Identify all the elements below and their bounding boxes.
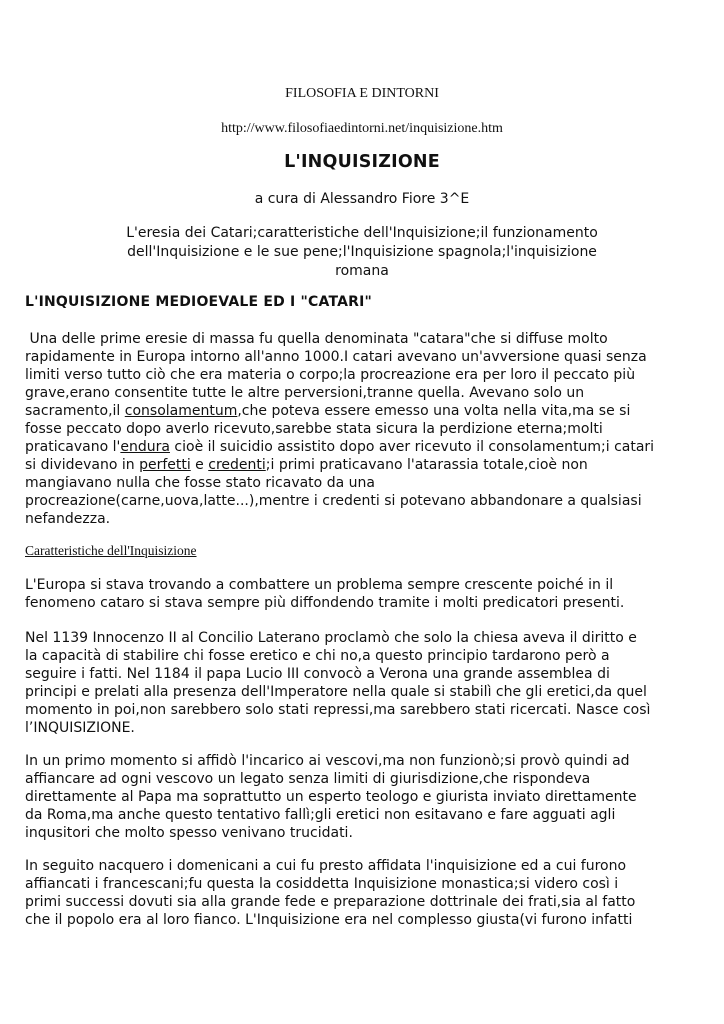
term-credenti: credenti (208, 457, 266, 473)
paragraph-line: Nel 1139 Innocenzo II al Concilio Laterano proclamò che solo la chiesa aveva il diritto e (25, 630, 637, 646)
section-heading-caratteristiche: Caratteristiche dell'Inquisizione (25, 543, 197, 558)
paragraph-europa (25, 576, 705, 612)
text-run: si dividevano in (25, 457, 140, 473)
paragraph-line: affiancati i francescani;fu questa la cosiddetta Inquisizione monastica;si videro così i (25, 876, 619, 892)
paragraph-line: Una delle prime eresie di massa fu quella denominata "catara"che si diffuse molto (25, 331, 608, 347)
paragraph-line: principi e prelati alla presenza dell'Imperatore nella quale si stabilì che gli eretici,da quel (25, 684, 647, 700)
text-run: ,che poteva essere emesso una volta nella vita,ma se si (237, 403, 631, 419)
term-perfetti: perfetti (139, 457, 191, 473)
paragraph-line: In un primo momento si affidò l'incarico ai vescovi,ma non funzionò;si provò quindi ad (25, 753, 630, 769)
paragraph-line: rapidamente in Europa intorno all'anno 1000.I catari avevano un'avversione quasi senza (25, 349, 647, 365)
paragraph-line (25, 456, 705, 474)
paragraph-line: affiancare ad ogni vescovo un legato senza limiti di giurisdizione,che rispondeva (25, 771, 591, 787)
summary-line: romana (335, 263, 389, 279)
paragraph-line (25, 402, 705, 420)
paragraph-line: grave,erano consentite tutte le altre perversioni,tranne quella. Avevano solo un (25, 385, 585, 401)
paragraph-line: limiti verso tutto ciò che era materia o corpo;la procreazione era per loro il peccato più (25, 367, 636, 383)
paragraph-line: procreazione(carne,uova,latte...),mentre i credenti si potevano abbandonare a qualsiasi (25, 493, 642, 509)
text-run: cioè il suicidio assistito dopo aver ricevuto il consolamentum;i catari (169, 439, 655, 455)
site-name: FILOSOFIA E DINTORNI (285, 86, 439, 101)
paragraph-line: l’INQUISIZIONE. (25, 720, 135, 736)
paragraph-line: mangiavano nulla che fosse stato ricavato da una (25, 475, 375, 491)
term-endura: endura (120, 439, 170, 455)
paragraph-line: che il popolo era al loro fianco. L'Inquisizione era nel complesso giusta(vi furono infatti (25, 912, 633, 928)
author-line: a cura di Alessandro Fiore 3^E (254, 191, 470, 207)
text-run: praticavano l' (25, 439, 121, 455)
text-run: sacramento,il (25, 403, 125, 419)
paragraph-line: L'Europa si stava trovando a combattere un problema sempre crescente poiché in il (25, 577, 614, 593)
summary-line: L'eresia dei Catari;caratteristiche dell'Inquisizione;il funzionamento (126, 225, 598, 241)
paragraph-line: la capacità di stabilire chi fosse eretico e chi no,a questo principio tardarono però a (25, 648, 610, 664)
paragraph-line: nefandezza. (25, 511, 111, 527)
paragraph-line (25, 438, 705, 456)
paragraph-line: direttamente al Papa ma soprattutto un esperto teologo e giurista inviato direttamente (25, 789, 637, 805)
paragraph-line: da Roma,ma anche questo tentativo fallì;gli eretici non esitavano e fare agguati agli (25, 807, 616, 823)
paragraph-concilio (25, 629, 705, 737)
paragraph-line: fenomeno cataro si stava sempre più diffondendo tramite i molti predicatori presenti. (25, 595, 625, 611)
paragraph-line: inqusitori che molto spesso venivano trucidati. (25, 825, 353, 841)
source-url: http://www.filosofiaedintorni.net/inquisizione.htm (221, 121, 503, 136)
text-run: e (190, 457, 209, 473)
paragraph-vescovi (25, 752, 705, 842)
summary-line: dell'Inquisizione e le sue pene;l'Inquisizione spagnola;l'inquisizione (127, 244, 597, 260)
text-run: ;i primi praticavano l'atarassia totale,cioè non (265, 457, 588, 473)
paragraph-domenicani (25, 857, 705, 929)
page-title: L'INQUISIZIONE (284, 152, 440, 172)
paragraph-line: fosse peccato dopo averlo ricevuto,sarebbe stata sicura la perdizione eterna;molti (25, 421, 603, 437)
paragraph-line: In seguito nacquero i domenicani a cui fu presto affidata l'inquisizione ed a cui furono (25, 858, 627, 874)
paragraph-catari (25, 330, 705, 528)
section-heading-catari: L'INQUISIZIONE MEDIOEVALE ED I "CATARI" (25, 294, 373, 310)
paragraph-line: seguire i fatti. Nel 1184 il papa Lucio III convocò a Verona una grande assemblea di (25, 666, 610, 682)
paragraph-line: momento in poi,non sarebbero solo stati repressi,ma sarebbero stati ricercati. Nasce così (25, 702, 651, 718)
summary (92, 224, 632, 281)
term-consolamentum: consolamentum (124, 403, 238, 419)
paragraph-line: primi successi dovuti sia alla grande fede e preparazione dottrinale dei frati,sia al fatto (25, 894, 636, 910)
